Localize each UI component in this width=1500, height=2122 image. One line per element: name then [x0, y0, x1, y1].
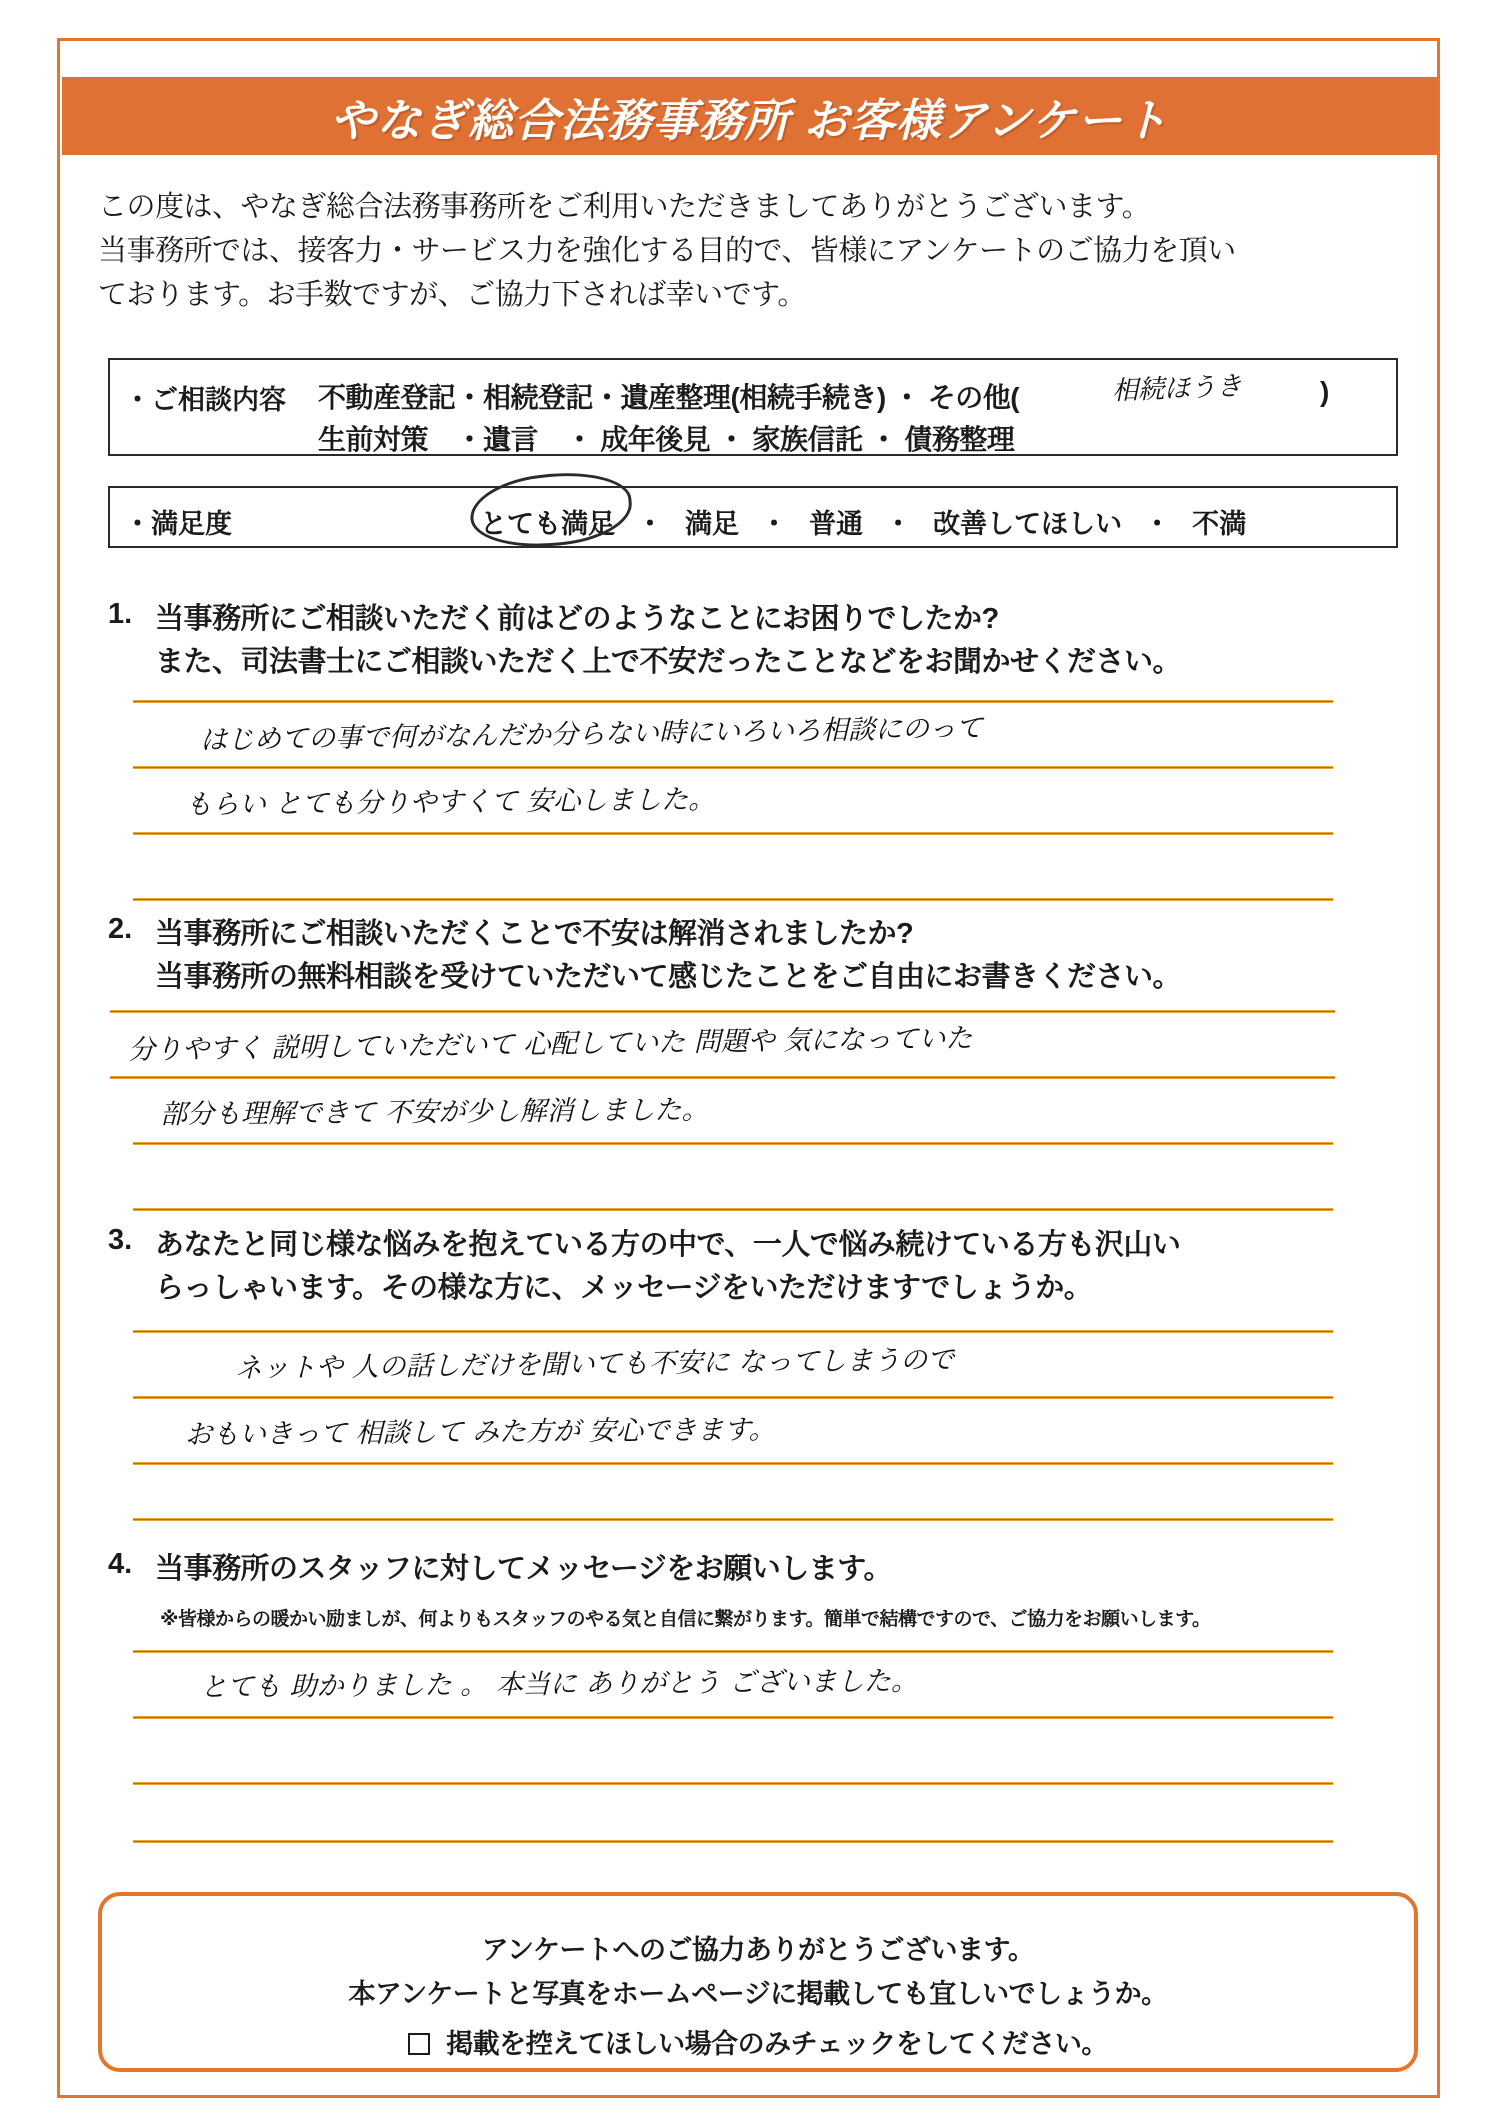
satisfaction-separator-2: ・ — [760, 509, 788, 539]
consultation-other-handwritten: 相続ほうき — [1111, 371, 1243, 407]
question-4-number: 4. — [108, 1548, 133, 1580]
answer-rule-3-4 — [133, 1518, 1333, 1521]
answer-rule-1-3 — [133, 832, 1333, 835]
footer-optout-row[interactable] — [98, 2022, 1418, 2061]
satisfaction-option-needs-improvement[interactable]: 改善してほしい — [933, 509, 1123, 539]
question-1-line-1: 当事務所にご相談いただく前はどのようなことにお困りでしたか? — [155, 603, 999, 635]
question-2-answer-line-1: 分りやすく 説明していただいて 心配していた 問題や 気になっていた — [127, 1023, 973, 1066]
answer-rule-1-2 — [133, 766, 1333, 769]
answer-rule-4-4 — [133, 1840, 1333, 1843]
satisfaction-separator-3: ・ — [884, 509, 912, 539]
answer-rule-2-2 — [110, 1076, 1335, 1079]
satisfaction-separator-4: ・ — [1143, 509, 1171, 539]
answer-rule-3-2 — [133, 1396, 1333, 1399]
answer-rule-4-2 — [133, 1716, 1333, 1719]
page-title: やなぎ総合法務事務所 お客様アンケート — [330, 94, 1169, 146]
answer-rule-2-4 — [133, 1208, 1333, 1211]
intro-line-2: 当事務所では、接客力・サービス力を強化する目的で、皆様にアンケートのご協力を頂い — [98, 235, 1236, 267]
satisfaction-option-dissatisfied[interactable]: 不満 — [1192, 509, 1247, 539]
answer-rule-4-3 — [133, 1782, 1333, 1785]
question-3-answer-line-2: おもいきって 相談して みた方が 安心できます。 — [184, 1414, 776, 1451]
question-1-answer-line-2: もらい とても分りやすくて 安心しました。 — [184, 784, 716, 821]
question-1-answer-line-1: はじめての事で何がなんだか分らない時にいろいろ相談にのって — [199, 712, 983, 757]
answer-rule-4-1 — [133, 1650, 1333, 1653]
question-3-number: 3. — [108, 1224, 133, 1256]
answer-rule-1-1 — [133, 700, 1333, 703]
satisfaction-label: ・満足度 — [124, 509, 232, 539]
question-3-answer-line-1: ネットや 人の話しだけを聞いても不安に なってしまうので — [234, 1344, 955, 1385]
header-banner — [62, 77, 1437, 155]
question-2-line-1: 当事務所にご相談いただくことで不安は解消されましたか? — [155, 918, 914, 950]
intro-paragraph — [98, 185, 1418, 317]
answer-rule-3-1 — [133, 1330, 1333, 1333]
sheet-frame-bottom — [57, 2095, 1440, 2098]
question-4-line-1: 当事務所のスタッフに対してメッセージをお願いします。 — [155, 1553, 892, 1585]
satisfaction-option-normal[interactable]: 普通 — [809, 509, 864, 539]
satisfaction-separator-1: ・ — [636, 509, 664, 539]
question-2-line-2: 当事務所の無料相談を受けていただいて感じたことをご自由にお書きください。 — [155, 961, 1182, 993]
answer-rule-1-4 — [133, 898, 1333, 901]
question-3-line-1: あなたと同じ様な悩みを抱えている方の中で、一人で悩み続けている方も沢山い — [155, 1229, 1181, 1261]
sheet-frame-left — [57, 38, 60, 2098]
consultation-close-paren: ) — [1320, 376, 1330, 407]
footer-optout-label: 掲載を控えてほしい場合のみチェックをしてください。 — [446, 2029, 1108, 2059]
intro-line-1: この度は、やなぎ総合法務事務所をご利用いただきましてありがとうございます。 — [98, 191, 1151, 223]
sheet-frame-top — [57, 38, 1440, 41]
question-2-answer-line-2: 部分も理解できて 不安が少し解消しました。 — [159, 1094, 709, 1131]
consultation-options-line-1[interactable]: 不動産登記・相続登記・遺産整理(相続手続き) ・ その他( — [318, 382, 1020, 413]
intro-line-3: ております。お手数ですが、ご協力下されば幸いです。 — [98, 279, 806, 311]
footer-thanks-line: アンケートへのご協力ありがとうございます。 — [481, 1935, 1035, 1965]
footer-permission-line: 本アンケートと写真をホームページに掲載しても宜しいでしょうか。 — [348, 1979, 1168, 2009]
sheet-frame-right — [1437, 38, 1440, 2098]
consultation-label: ・ご相談内容 — [124, 385, 286, 415]
satisfaction-option-very-satisfied[interactable]: とても満足 — [480, 509, 615, 539]
checkbox-icon[interactable] — [408, 2033, 430, 2055]
answer-rule-2-3 — [133, 1142, 1333, 1145]
question-1-number: 1. — [108, 598, 133, 630]
satisfaction-option-satisfied[interactable]: 満足 — [685, 509, 740, 539]
question-2-number: 2. — [108, 913, 133, 945]
consultation-options-line-2[interactable]: 生前対策 ・遺言 ・ 成年後見 ・ 家族信託 ・ 債務整理 — [318, 424, 1015, 455]
question-1-line-2: また、司法書士にご相談いただく上で不安だったことなどをお聞かせください。 — [155, 646, 1182, 678]
question-4-note: ※皆様からの暖かい励ましが、何よりもスタッフのやる気と自信に繋がります。簡単で結構ですので、ご協力をお願いします。 — [160, 1609, 1211, 1630]
answer-rule-3-3 — [133, 1462, 1333, 1465]
question-3-line-2: らっしゃいます。その様な方に、メッセージをいただけますでしょうか。 — [155, 1272, 1093, 1304]
question-4-answer-line-1: とても 助かりました 。 本当に ありがとう ございました。 — [199, 1665, 919, 1704]
answer-rule-2-1 — [110, 1010, 1335, 1013]
